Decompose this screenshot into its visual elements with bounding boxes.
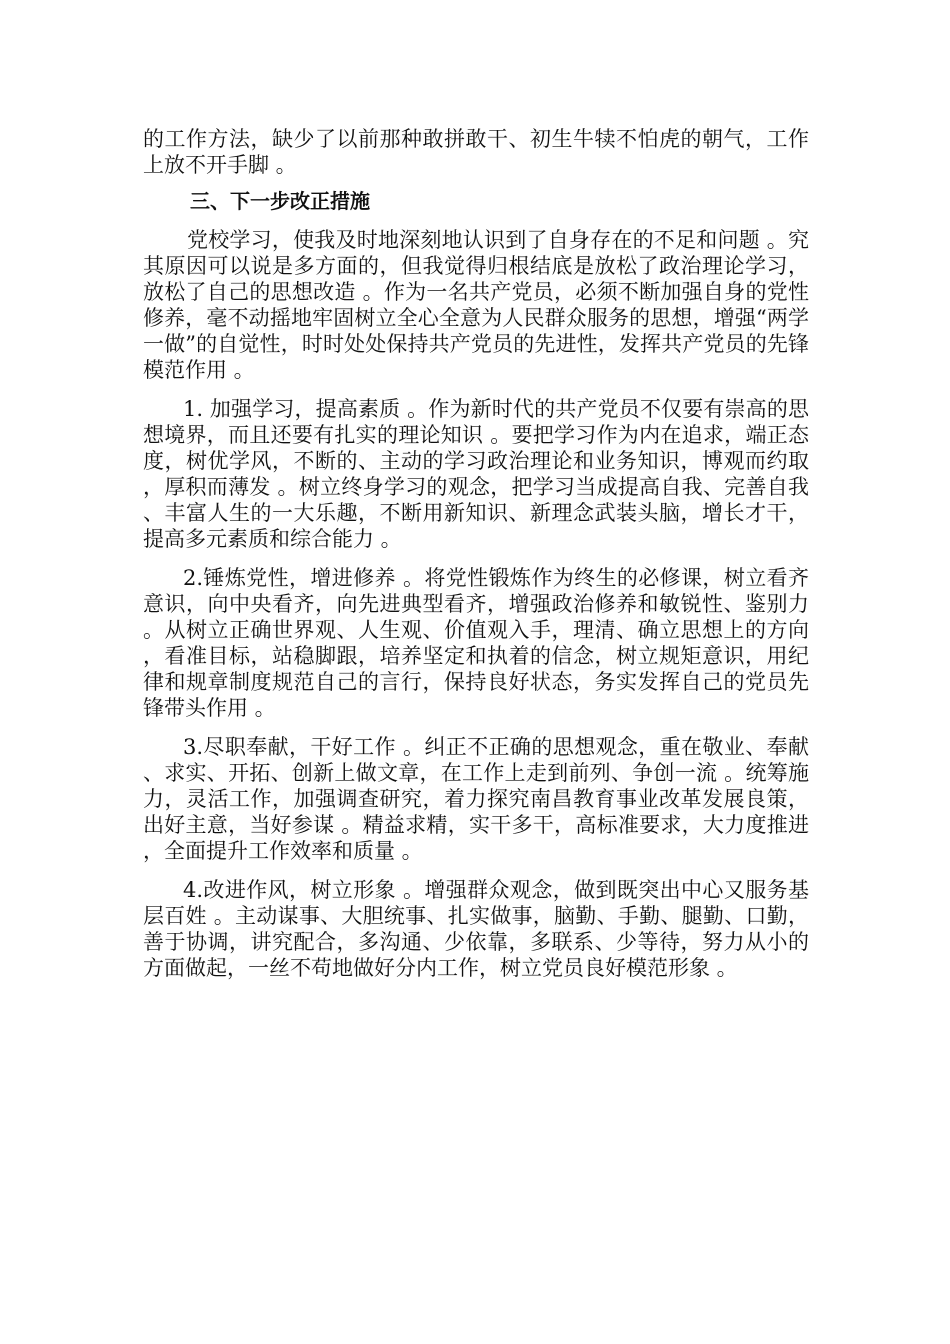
measure-paragraph-2: 2.锤炼党性，增进修养 。将党性锻炼作为终生的必修课，树立看齐意识，向中央看齐，向先进典型看齐，增强政治修养和敏锐性、鉴别力 。从树立正确世界观、人生观、价值观入手，理清、确立思想上的方向，看准目标，站稳脚跟，培养坚定和执着的信念，树立规矩意识，用纪律和规章制度规范自己的言行，保持良好状态，务实发挥自己的党员先锋带头作用 。 [143, 566, 809, 720]
measure-paragraph-4: 4.改进作风，树立形象 。增强群众观念，做到既突出中心又服务基层百姓 。主动谋事、大胆统事、扎实做事，脑勤、手勤、腿勤、口勤，善于协调，讲究配合，多沟通、少依靠，多联系、少等待，努力从小的方面做起，一丝不苟地做好分内工作，树立党员良好模范形象 。 [143, 878, 809, 980]
intro-paragraph: 党校学习，使我及时地深刻地认识到了自身存在的不足和问题 。究其原因可以说是多方面的，但我觉得归根结底是放松了政治理论学习，放松了自己的思想改造 。作为一名共产党员，必须不断加强自身的党性修养，毫不动摇地牢固树立全心全意为人民群众服务的思想，增强“两学一做”的自觉性，时时处处保持共产党员的先进性，发挥共产党员的先锋模范作用 。 [143, 228, 809, 382]
section-heading: 三、下一步改正措施 [190, 189, 370, 213]
continuation-paragraph: 的工作方法，缺少了以前那种敢拼敢干、初生牛犊不怕虎的朝气，工作上放不开手脚 。 [143, 127, 809, 177]
measure-paragraph-3: 3.尽职奉献，干好工作 。纠正不正确的思想观念，重在敬业、奉献、求实、开拓、创新上做文章，在工作上走到前列、争创一流 。统筹施力，灵活工作，加强调查研究，着力探究南昌教育事业改革发展良策，出好主意，当好参谋 。精益求精，实干多干，高标准要求，大力度推进，全面提升工作效率和质量 。 [143, 735, 809, 863]
measure-paragraph-1: 1. 加强学习，提高素质 。作为新时代的共产党员不仅要有崇高的思想境界，而且还要有扎实的理论知识 。要把学习作为内在追求，端正态度，树优学风，不断的、主动的学习政治理论和业务知识，博观而约取，厚积而薄发 。树立终身学习的观念，把学习当成提高自我、完善自我、丰富人生的一大乐趣，不断用新知识、新理念武装头脑，增长才干，提高多元素质和综合能力 。 [143, 397, 809, 551]
document-body [143, 126, 809, 994]
